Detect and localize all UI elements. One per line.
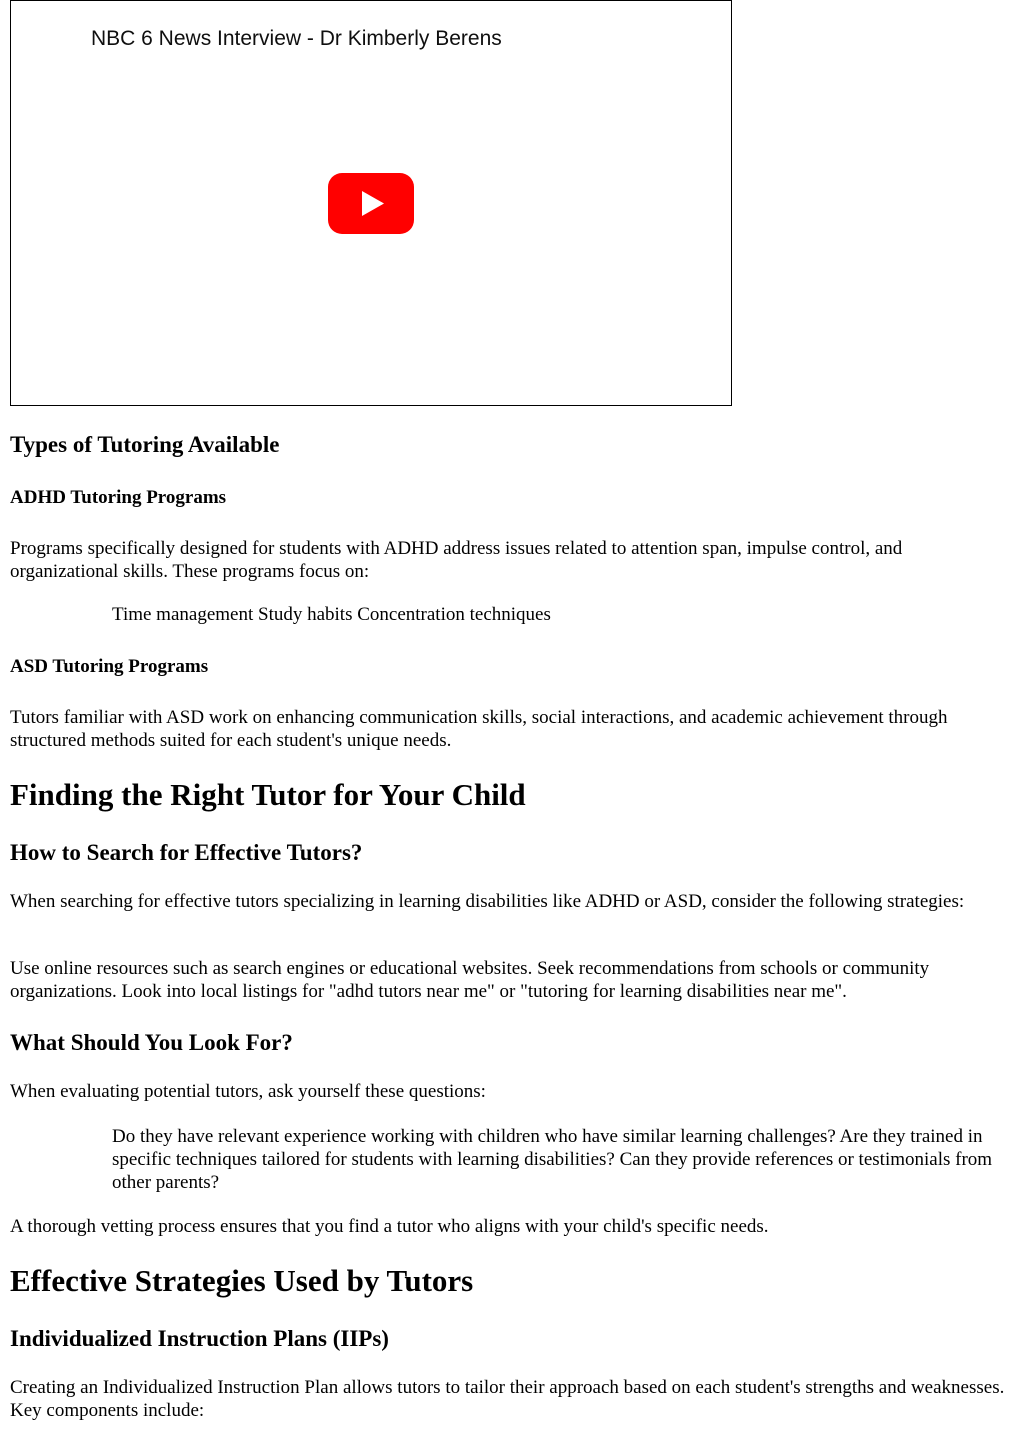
video-title[interactable]: NBC 6 News Interview - Dr Kimberly Berens [91,27,502,50]
adhd-list: Time management Study habits Concentration techniques [112,604,551,625]
search-list: Use online resources such as search engines or educational websites. Seek recommendations from schools or community organizations. Look into local listings for "adhd tutors near me" or "tutoring for learning disabilities near me". [10,958,930,1002]
vetting-paragraph: A thorough vetting process ensures that you find a tutor who aligns with your child's specific needs. [10,1216,769,1237]
finding-heading: Finding the Right Tutor for Your Child [10,777,526,812]
asd-paragraph: Tutors familiar with ASD work on enhancing communication skills, social interactions, and academic achievement through structured methods suited for each student's unique needs. [10,707,948,751]
strategies-heading: Effective Strategies Used by Tutors [10,1263,474,1298]
lookfor-paragraph: When evaluating potential tutors, ask yourself these questions: [10,1081,486,1102]
iip-heading: Individualized Instruction Plans (IIPs) [10,1326,389,1351]
adhd-paragraph: Programs specifically designed for students with ADHD address issues related to attention span, impulse control, and organizational skills. These programs focus on: [10,538,903,582]
types-heading: Types of Tutoring Available [10,432,280,457]
lookfor-list: Do they have relevant experience working with children who have similar learning challenges? Are they trained in specific techniques tailored for students with learning disabilities? Can they provide references or testimonials from other parents? [112,1126,993,1193]
adhd-heading: ADHD Tutoring Programs [10,487,227,508]
search-paragraph: When searching for effective tutors specializing in learning disabilities like ADHD or ASD, consider the following strategies: [10,891,965,912]
iip-paragraph: Creating an Individualized Instruction Plan allows tutors to tailor their approach based on each student's strengths and weaknesses. Key components include: [10,1377,1005,1421]
search-heading: How to Search for Effective Tutors? [10,840,363,865]
video-embed[interactable] [10,0,732,406]
youtube-play-icon[interactable] [328,173,414,234]
lookfor-heading: What Should You Look For? [10,1030,293,1055]
asd-heading: ASD Tutoring Programs [10,656,209,677]
